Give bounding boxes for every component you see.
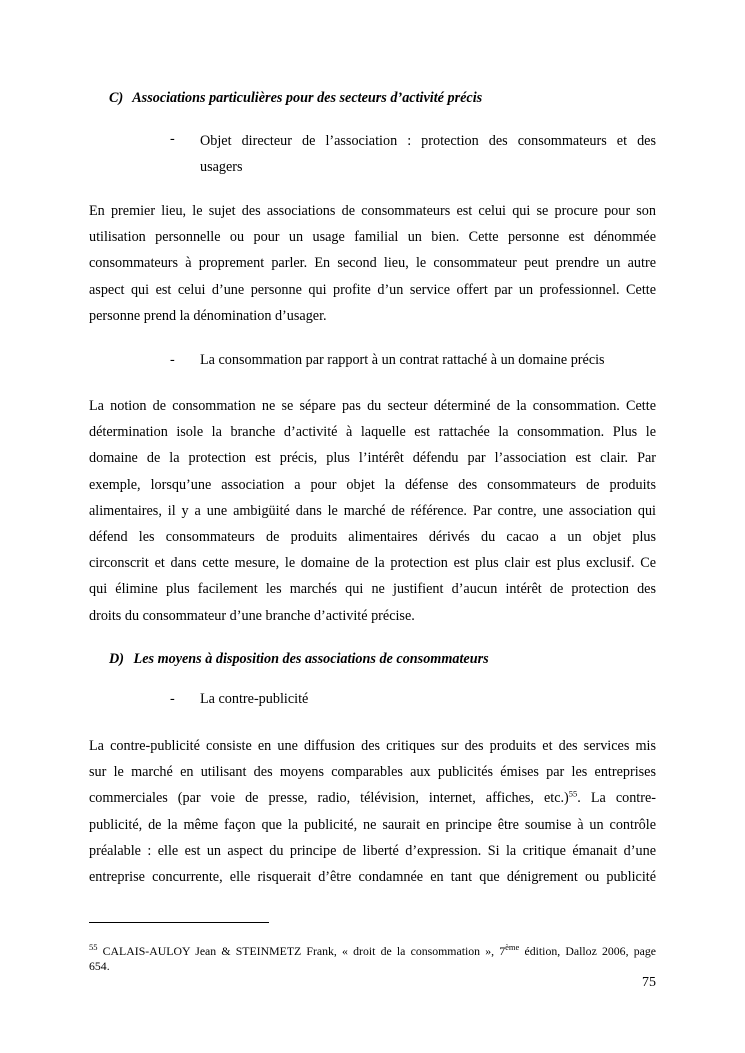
footnote-separator bbox=[89, 922, 269, 923]
paragraph-notion-consommation bbox=[89, 393, 656, 629]
dash-marker: - bbox=[170, 352, 175, 368]
bullet-text: La consommation par rapport à un contrat rattaché à un domaine précis bbox=[200, 352, 605, 368]
paragraph-line: La contre-publicité consiste en une diffusion des critiques sur des produits et des services mis bbox=[89, 738, 656, 754]
paragraph-line: circonscrit et dans cette mesure, le domaine de la protection est plus clair est plus exclusif. Ce bbox=[89, 555, 656, 572]
footnote-55 bbox=[89, 944, 656, 974]
paragraph-consommateur-usager bbox=[89, 198, 656, 329]
paragraph-line: consommateurs à proprement parler. En second lieu, le consommateur peut prendre un autre bbox=[89, 255, 656, 272]
bullet-text: La contre-publicité bbox=[200, 691, 309, 707]
footnote-superscript: ème bbox=[505, 942, 520, 953]
paragraph-line: publicité, de la même façon que la publicité, ne saurait en principe être soumise à un contrôle bbox=[89, 816, 656, 833]
footnote-text: CALAIS-AULOY Jean & STEINMETZ Frank, « droit de la consommation », 7 bbox=[97, 944, 506, 958]
bullet-text-line: Objet directeur de l’association : protection des consommateurs et des bbox=[200, 133, 656, 149]
paragraph-line: aspect qui est celui d’une personne qui profite d’un service offert par un professionnel. Cette bbox=[89, 281, 656, 298]
paragraph-line: En premier lieu, le sujet des associations de consommateurs est celui qui se procure pour son bbox=[89, 203, 656, 219]
paragraph-line: domaine de la protection est précis, plus l’intérêt défendu par l’association est clair. Par bbox=[89, 450, 656, 467]
bullet-text-line: usagers bbox=[200, 159, 243, 175]
paragraph-line: préalable : elle est un aspect du principe de liberté d’expression. Si la critique émanait d’une bbox=[89, 842, 656, 859]
paragraph-line: exemple, lorsqu’une association a pour objet la défense des consommateurs de produits bbox=[89, 476, 656, 493]
paragraph-line: défend les consommateurs de produits alimentaires dérivés du cacao a un objet plus bbox=[89, 528, 656, 545]
paragraph-text: commerciales (par voie de presse, radio, télévision, internet, affiches, etc.) bbox=[89, 790, 569, 807]
footnote-line: 654. bbox=[89, 959, 110, 973]
page-number: 75 bbox=[642, 975, 656, 990]
paragraph-line: utilisation personnelle ou pour un usage familial un bien. Cette personne est dénommée bbox=[89, 229, 656, 246]
footnote-text: édition, Dalloz 2006, page bbox=[519, 944, 656, 958]
paragraph-line: qui élimine plus facilement les marchés qui ne justifient d’aucun intérêt de protection des bbox=[89, 581, 656, 598]
section-c-title: Associations particulières pour des secteurs d’activité précis bbox=[132, 90, 483, 106]
section-c-letter: C) bbox=[109, 90, 124, 106]
footnote-reference[interactable]: 55 bbox=[568, 788, 578, 799]
footnote-number: 55 bbox=[89, 942, 98, 953]
bullet-item-objet-directeur bbox=[170, 128, 656, 180]
paragraph-text: . La contre- bbox=[577, 790, 656, 807]
footnote-line bbox=[89, 944, 656, 959]
paragraph-line: La notion de consommation ne se sépare pas du secteur déterminé de la consommation. Cette bbox=[89, 398, 656, 414]
bullet-item-contre-publicite bbox=[170, 688, 656, 710]
paragraph-line: personne prend la dénomination d’usager. bbox=[89, 307, 327, 324]
section-d-title: Les moyens à disposition des associations de consommateurs bbox=[133, 651, 489, 667]
paragraph-line: détermination isole la branche d’activité à laquelle est rattachée la consommation. Plus le bbox=[89, 424, 656, 441]
dash-marker: - bbox=[170, 131, 175, 147]
paragraph-line: droits du consommateur d’une branche d’activité précise. bbox=[89, 607, 415, 624]
paragraph-line: alimentaires, il y a une ambigüité dans le marché de référence. Par contre, une association qui bbox=[89, 502, 656, 519]
paragraph-contre-publicite bbox=[89, 733, 656, 890]
section-c-heading bbox=[109, 88, 482, 108]
paragraph-line: sur le marché en utilisant des moyens comparables aux publicités émises par les entreprises bbox=[89, 764, 656, 781]
bullet-text bbox=[200, 128, 656, 180]
paragraph-line: entreprise concurrente, elle risquerait d’être condamnée en tant que dénigrement ou publicité bbox=[89, 868, 656, 885]
section-d-letter: D) bbox=[109, 651, 124, 667]
dash-marker: - bbox=[170, 691, 175, 707]
paragraph-line-with-footnote-ref bbox=[89, 785, 656, 811]
bullet-item-consommation-contrat bbox=[170, 349, 656, 371]
section-d-heading bbox=[109, 649, 489, 669]
